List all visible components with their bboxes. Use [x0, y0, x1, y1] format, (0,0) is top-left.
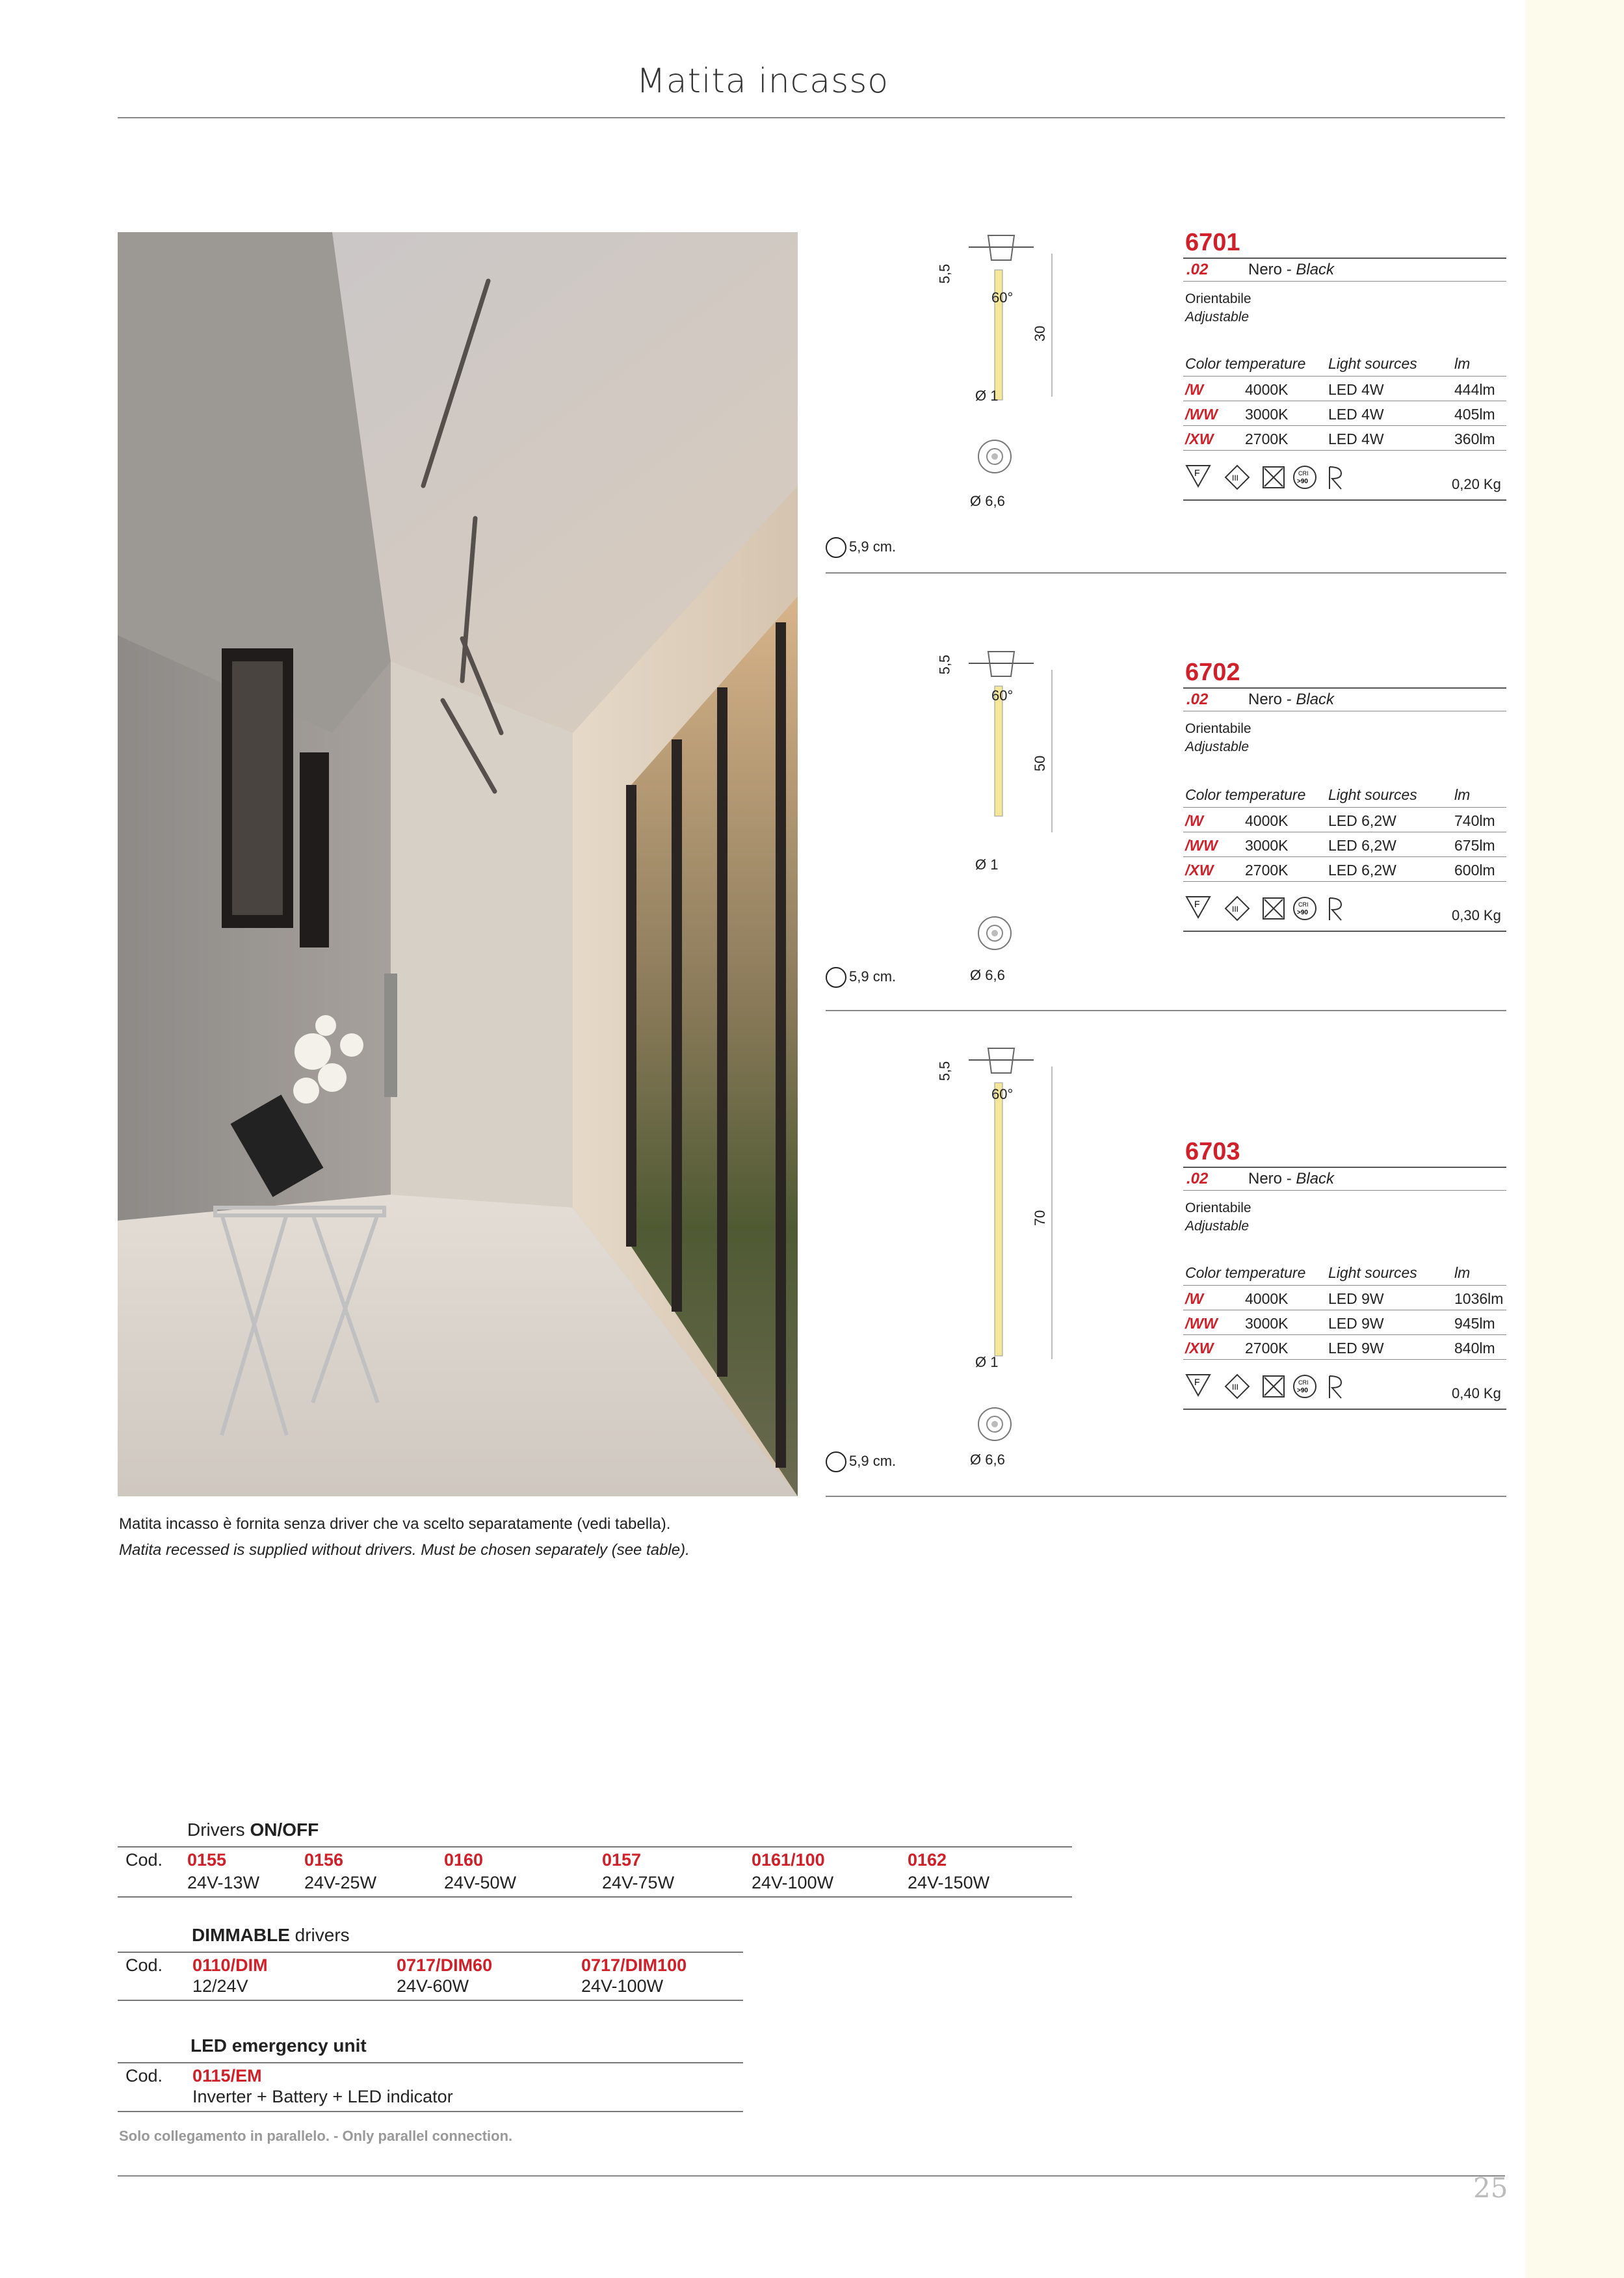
dimension-top: 5,5	[936, 263, 953, 284]
row-source: LED 4W	[1328, 406, 1384, 423]
divider	[1183, 499, 1506, 501]
dimension-angle: 60°	[991, 289, 1014, 306]
row-source: LED 4W	[1328, 430, 1384, 447]
row-lm: 405lm	[1454, 406, 1495, 423]
product-code: 6703	[1185, 1138, 1240, 1165]
hole-size: 5,9 cm.	[826, 1451, 896, 1472]
row-source: LED 9W	[1328, 1315, 1384, 1332]
product-code: 6701	[1185, 229, 1240, 256]
dimension-diameter: Ø 1	[975, 856, 999, 873]
page-margin-strip	[1525, 0, 1624, 2278]
footer-rule	[118, 2175, 1505, 2177]
svg-text:F: F	[1194, 468, 1200, 478]
variant-code: .02	[1186, 1170, 1209, 1187]
table-rule	[118, 2111, 743, 2112]
row-temp: 4000K	[1245, 1290, 1289, 1307]
driver-value: 24V-50W	[444, 1873, 517, 1892]
driver-value: 24V-75W	[602, 1873, 675, 1892]
row-lm: 945lm	[1454, 1315, 1495, 1332]
dimension-angle: 60°	[991, 1086, 1014, 1102]
certification-icons	[1185, 463, 1380, 492]
adjust-en: Adjustable	[1185, 1219, 1250, 1234]
row-variant: /WW	[1185, 406, 1218, 423]
dimension-height: 70	[1032, 1210, 1049, 1226]
driver-value: 24V-13W	[187, 1873, 260, 1892]
row-temp: 3000K	[1245, 406, 1289, 423]
driver-code: 0156	[304, 1850, 344, 1870]
emergency-value: Inverter + Battery + LED indicator	[192, 2087, 453, 2106]
caption-italian: Matita incasso è fornita senza driver che va scelto separatamente (vedi tabella).	[119, 1515, 671, 1533]
hole-size: 5,9 cm.	[826, 537, 896, 558]
adjust-it: Orientabile	[1185, 721, 1251, 736]
divider	[1183, 1409, 1506, 1410]
hole-icon	[826, 967, 846, 988]
connection-note: Solo collegamento in parallelo. - Only parallel connection.	[119, 2128, 513, 2144]
row-temp: 4000K	[1245, 812, 1289, 829]
adjust-it: Orientabile	[1185, 291, 1251, 306]
divider	[1183, 450, 1506, 451]
divider	[1183, 1190, 1506, 1191]
row-lm: 840lm	[1454, 1340, 1495, 1357]
driver-value: 24V-100W	[581, 1976, 664, 1996]
svg-text:III: III	[1232, 473, 1239, 483]
svg-text:CRI: CRI	[1298, 901, 1309, 908]
divider	[1183, 281, 1506, 282]
row-variant: /WW	[1185, 837, 1218, 854]
cod-label: Cod.	[125, 1850, 163, 1870]
divider	[1183, 931, 1506, 932]
caption-english: Matita recessed is supplied without drivers. Must be chosen separately (see table).	[119, 1541, 690, 1559]
weight: 0,30 Kg	[1452, 907, 1501, 923]
svg-text:III: III	[1232, 905, 1239, 914]
svg-text:>90: >90	[1297, 478, 1308, 485]
cod-label: Cod.	[125, 2066, 163, 2086]
svg-text:III: III	[1232, 1383, 1239, 1392]
driver-code: 0155	[187, 1850, 227, 1870]
weight: 0,20 Kg	[1452, 476, 1501, 492]
svg-text:>90: >90	[1297, 1387, 1308, 1394]
header-light-sources: Light sources	[1328, 1264, 1417, 1281]
finish-label: Nero - Black	[1248, 691, 1335, 708]
row-temp: 2700K	[1245, 430, 1289, 447]
variant-code: .02	[1186, 691, 1209, 708]
divider	[1183, 425, 1506, 426]
page-title: Matita incasso	[636, 62, 889, 101]
finish-label: Nero - Black	[1248, 1170, 1335, 1187]
weight: 0,40 Kg	[1452, 1385, 1501, 1401]
section-rule	[826, 1496, 1506, 1497]
product-code: 6702	[1185, 659, 1240, 686]
divider	[1183, 376, 1506, 377]
svg-text:F: F	[1194, 1377, 1200, 1387]
row-variant: /XW	[1185, 1340, 1214, 1357]
driver-value: 24V-150W	[908, 1873, 990, 1892]
row-lm: 444lm	[1454, 381, 1495, 398]
divider	[1183, 1285, 1506, 1286]
driver-value: 24V-100W	[752, 1873, 834, 1892]
svg-text:CRI: CRI	[1298, 1379, 1309, 1386]
header-lm: lm	[1454, 1264, 1471, 1281]
driver-value: 12/24V	[192, 1976, 248, 1996]
drivers-onoff-title: Drivers ON/OFF	[187, 1820, 319, 1840]
table-rule	[118, 2062, 743, 2063]
header-color-temp: Color temperature	[1185, 355, 1306, 372]
emergency-code: 0115/EM	[192, 2066, 262, 2086]
row-lm: 360lm	[1454, 430, 1495, 447]
driver-code: 0160	[444, 1850, 484, 1870]
section-rule	[826, 572, 1506, 574]
row-variant: /XW	[1185, 430, 1214, 447]
emergency-title: LED emergency unit	[190, 2035, 367, 2056]
row-variant: /W	[1185, 381, 1204, 398]
certification-icons	[1185, 894, 1380, 923]
row-temp: 3000K	[1245, 1315, 1289, 1332]
finish-label: Nero - Black	[1248, 261, 1335, 278]
dimension-cutout: Ø 6,6	[970, 967, 1005, 983]
adjust-en: Adjustable	[1185, 310, 1250, 324]
svg-text:CRI: CRI	[1298, 470, 1309, 477]
divider	[1183, 1334, 1506, 1335]
dimension-cutout: Ø 6,6	[970, 493, 1005, 509]
table-rule	[118, 2000, 743, 2001]
row-source: LED 6,2W	[1328, 862, 1396, 879]
driver-code: 0157	[602, 1850, 642, 1870]
row-lm: 675lm	[1454, 837, 1495, 854]
table-rule	[118, 1846, 1072, 1848]
header-light-sources: Light sources	[1328, 355, 1417, 372]
section-rule	[826, 1010, 1506, 1011]
row-variant: /XW	[1185, 862, 1214, 879]
dimension-top: 5,5	[936, 654, 953, 675]
row-variant: /W	[1185, 812, 1204, 829]
row-lm: 1036lm	[1454, 1290, 1504, 1307]
dimension-cutout: Ø 6,6	[970, 1451, 1005, 1468]
dimension-height: 30	[1032, 325, 1049, 342]
divider	[1183, 1359, 1506, 1360]
hole-icon	[826, 1451, 846, 1472]
hole-icon	[826, 537, 846, 558]
variant-code: .02	[1186, 261, 1209, 278]
driver-code: 0161/100	[752, 1850, 825, 1870]
row-lm: 600lm	[1454, 862, 1495, 879]
table-rule	[118, 1896, 1072, 1898]
header-color-temp: Color temperature	[1185, 1264, 1306, 1281]
svg-text:F: F	[1194, 899, 1200, 909]
driver-code: 0110/DIM	[192, 1955, 268, 1975]
divider	[1183, 881, 1506, 882]
divider	[1183, 1167, 1506, 1168]
header-lm: lm	[1454, 355, 1471, 372]
dimension-angle: 60°	[991, 687, 1014, 704]
row-variant: /WW	[1185, 1315, 1218, 1332]
row-source: LED 9W	[1328, 1340, 1384, 1357]
table-rule	[118, 1952, 743, 1953]
header-color-temp: Color temperature	[1185, 786, 1306, 803]
page-number: 25	[1473, 2172, 1508, 2204]
driver-code: 0717/DIM100	[581, 1955, 687, 1975]
divider	[1183, 856, 1506, 857]
driver-value: 24V-25W	[304, 1873, 377, 1892]
adjust-en: Adjustable	[1185, 739, 1250, 754]
header-lm: lm	[1454, 786, 1471, 803]
header-light-sources: Light sources	[1328, 786, 1417, 803]
svg-text:>90: >90	[1297, 909, 1308, 916]
row-temp: 4000K	[1245, 381, 1289, 398]
dimension-diameter: Ø 1	[975, 388, 999, 404]
product-drawing	[904, 221, 1112, 507]
adjust-it: Orientabile	[1185, 1200, 1251, 1215]
certification-icons	[1185, 1372, 1380, 1401]
dimension-diameter: Ø 1	[975, 1354, 999, 1370]
hole-size: 5,9 cm.	[826, 967, 896, 988]
drivers-dim-title: DIMMABLE drivers	[192, 1925, 350, 1945]
dimension-top: 5,5	[936, 1061, 953, 1081]
driver-value: 24V-60W	[397, 1976, 469, 1996]
row-variant: /W	[1185, 1290, 1204, 1307]
header-rule	[118, 117, 1505, 118]
row-temp: 3000K	[1245, 837, 1289, 854]
driver-code: 0717/DIM60	[397, 1955, 493, 1975]
row-temp: 2700K	[1245, 1340, 1289, 1357]
divider	[1183, 807, 1506, 808]
row-lm: 740lm	[1454, 812, 1495, 829]
row-temp: 2700K	[1245, 862, 1289, 879]
reflector-icon	[1329, 467, 1341, 489]
row-source: LED 6,2W	[1328, 837, 1396, 854]
row-source: LED 4W	[1328, 381, 1384, 398]
reflector-icon	[1329, 898, 1341, 920]
divider	[1183, 687, 1506, 689]
interior-photo	[118, 232, 798, 1496]
row-source: LED 9W	[1328, 1290, 1384, 1307]
dimension-height: 50	[1032, 755, 1049, 772]
reflector-icon	[1329, 1376, 1341, 1398]
divider	[1183, 258, 1506, 259]
row-source: LED 6,2W	[1328, 812, 1396, 829]
cod-label: Cod.	[125, 1955, 163, 1975]
driver-code: 0162	[908, 1850, 947, 1870]
